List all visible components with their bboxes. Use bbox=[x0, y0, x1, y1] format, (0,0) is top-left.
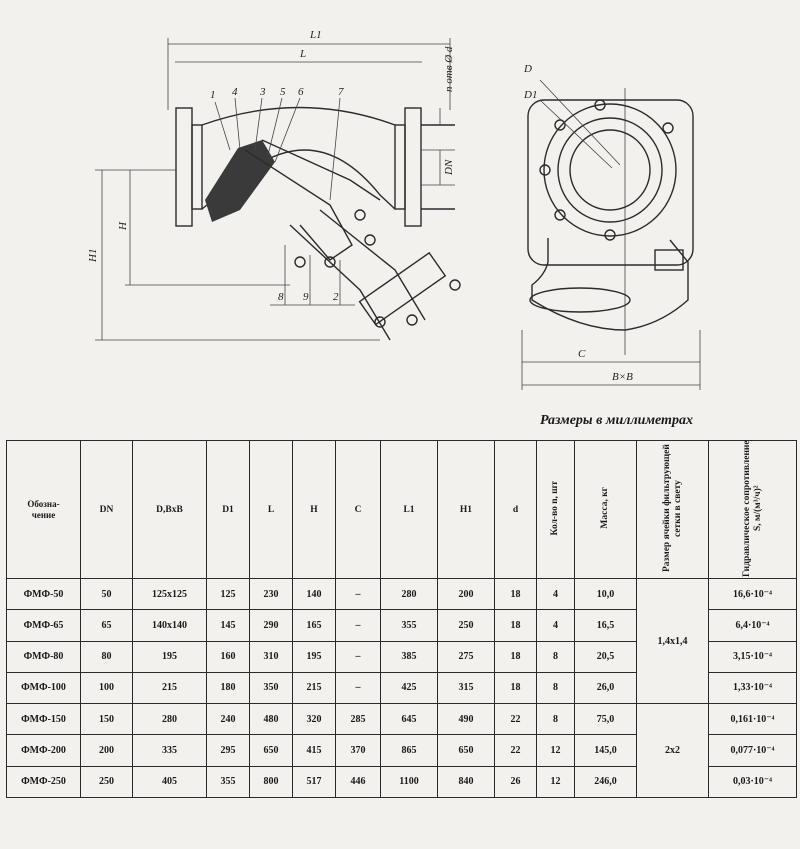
dimensions-table bbox=[6, 440, 797, 798]
label-C: C bbox=[578, 348, 586, 360]
cell-h1: 315 bbox=[438, 672, 495, 703]
cell-res: 0,161·10⁻⁴ bbox=[709, 704, 797, 735]
cell-res: 6,4·10⁻⁴ bbox=[709, 610, 797, 641]
cell-name: ФМФ-250 bbox=[7, 766, 81, 797]
cell-dn: 65 bbox=[81, 610, 133, 641]
cell-h: 517 bbox=[293, 766, 336, 797]
cell-mass: 246,0 bbox=[575, 766, 637, 797]
cell-n: 4 bbox=[537, 579, 575, 610]
label-BxB: B×B bbox=[612, 371, 633, 383]
cell-l1: 280 bbox=[381, 579, 438, 610]
header-l1: L1 bbox=[381, 441, 438, 579]
cell-h1: 490 bbox=[438, 704, 495, 735]
table-header-row bbox=[7, 441, 797, 579]
cell-h: 165 bbox=[293, 610, 336, 641]
cell-l1: 645 bbox=[381, 704, 438, 735]
cell-dbxb: 195 bbox=[133, 641, 207, 672]
header-mesh-cell bbox=[637, 441, 709, 579]
header-d1: D1 bbox=[207, 441, 250, 579]
cell-mass: 75,0 bbox=[575, 704, 637, 735]
cell-c: 285 bbox=[336, 704, 381, 735]
label-H: H bbox=[117, 222, 129, 230]
cell-c: 370 bbox=[336, 735, 381, 766]
cell-h1: 275 bbox=[438, 641, 495, 672]
cell-res: 0,077·10⁻⁴ bbox=[709, 735, 797, 766]
cell-res: 3,15·10⁻⁴ bbox=[709, 641, 797, 672]
cell-dn: 200 bbox=[81, 735, 133, 766]
cell-n: 8 bbox=[537, 672, 575, 703]
cell-h: 195 bbox=[293, 641, 336, 672]
header-resistance: Гидравлическое сопротивление S, м/(м³/ч)² bbox=[741, 439, 763, 577]
callout-4: 4 bbox=[232, 86, 238, 98]
cell-h: 215 bbox=[293, 672, 336, 703]
header-dbxb: D,BxB bbox=[133, 441, 207, 579]
cell-l: 650 bbox=[250, 735, 293, 766]
cell-mass: 16,5 bbox=[575, 610, 637, 641]
filter-drawing-svg bbox=[0, 0, 800, 420]
callout-3: 3 bbox=[260, 86, 266, 98]
cell-l: 290 bbox=[250, 610, 293, 641]
cell-dn: 80 bbox=[81, 641, 133, 672]
callout-1: 1 bbox=[210, 89, 216, 101]
cell-d: 26 bbox=[495, 766, 537, 797]
callout-7: 7 bbox=[338, 86, 344, 98]
header-h: H bbox=[293, 441, 336, 579]
cell-l: 800 bbox=[250, 766, 293, 797]
cell-d1: 240 bbox=[207, 704, 250, 735]
label-D1: D1 bbox=[524, 89, 538, 101]
cell-d: 18 bbox=[495, 610, 537, 641]
cell-l: 350 bbox=[250, 672, 293, 703]
cell-d1: 145 bbox=[207, 610, 250, 641]
cell-l1: 355 bbox=[381, 610, 438, 641]
header-d: d bbox=[495, 441, 537, 579]
cell-dbxb: 215 bbox=[133, 672, 207, 703]
label-DN: DN bbox=[443, 159, 455, 175]
cell-mass: 26,0 bbox=[575, 672, 637, 703]
header-mass-cell bbox=[575, 441, 637, 579]
cell-n: 12 bbox=[537, 735, 575, 766]
cell-name: ФМФ-80 bbox=[7, 641, 81, 672]
units-caption: Размеры в миллиметрах bbox=[540, 413, 693, 428]
cell-h: 320 bbox=[293, 704, 336, 735]
cell-h1: 200 bbox=[438, 579, 495, 610]
cell-dn: 100 bbox=[81, 672, 133, 703]
label-H1: H1 bbox=[87, 248, 99, 262]
cell-l1: 425 bbox=[381, 672, 438, 703]
cell-mass: 20,5 bbox=[575, 641, 637, 672]
cell-c: – bbox=[336, 579, 381, 610]
table-body bbox=[7, 579, 797, 798]
cell-mass: 10,0 bbox=[575, 579, 637, 610]
cell-d: 18 bbox=[495, 579, 537, 610]
header-designation: Обозна- чение bbox=[7, 441, 81, 579]
cell-n: 8 bbox=[537, 641, 575, 672]
cell-res: 1,33·10⁻⁴ bbox=[709, 672, 797, 703]
cell-mesh-group-2: 2x2 bbox=[637, 704, 709, 798]
table-row bbox=[7, 579, 797, 610]
cell-dbxb: 140x140 bbox=[133, 610, 207, 641]
table-row bbox=[7, 704, 797, 735]
header-c: C bbox=[336, 441, 381, 579]
cell-dbxb: 125x125 bbox=[133, 579, 207, 610]
cell-d: 22 bbox=[495, 704, 537, 735]
header-mass: Масса, кг bbox=[600, 487, 611, 529]
callout-9: 9 bbox=[303, 291, 309, 303]
cell-d: 18 bbox=[495, 672, 537, 703]
cell-l1: 1100 bbox=[381, 766, 438, 797]
cell-n: 12 bbox=[537, 766, 575, 797]
header-resistance-cell bbox=[709, 441, 797, 579]
cell-c: – bbox=[336, 672, 381, 703]
cell-dbxb: 280 bbox=[133, 704, 207, 735]
header-h1: H1 bbox=[438, 441, 495, 579]
cell-l: 230 bbox=[250, 579, 293, 610]
cell-dn: 50 bbox=[81, 579, 133, 610]
cell-mesh-group-1: 1,4x1,4 bbox=[637, 579, 709, 704]
dimensions-table-wrap bbox=[6, 440, 796, 798]
label-d-hole: n отв Ø d bbox=[443, 46, 455, 92]
cell-n: 8 bbox=[537, 704, 575, 735]
cell-name: ФМФ-100 bbox=[7, 672, 81, 703]
cell-name: ФМФ-150 bbox=[7, 704, 81, 735]
cell-d1: 160 bbox=[207, 641, 250, 672]
cell-dbxb: 405 bbox=[133, 766, 207, 797]
cell-d1: 180 bbox=[207, 672, 250, 703]
cell-d1: 295 bbox=[207, 735, 250, 766]
label-L1: L1 bbox=[310, 29, 322, 41]
cell-h: 140 bbox=[293, 579, 336, 610]
cell-h1: 650 bbox=[438, 735, 495, 766]
cell-d1: 355 bbox=[207, 766, 250, 797]
cell-name: ФМФ-50 bbox=[7, 579, 81, 610]
cell-d: 18 bbox=[495, 641, 537, 672]
cell-name: ФМФ-200 bbox=[7, 735, 81, 766]
header-l: L bbox=[250, 441, 293, 579]
cell-h1: 250 bbox=[438, 610, 495, 641]
cell-c: 446 bbox=[336, 766, 381, 797]
cell-h: 415 bbox=[293, 735, 336, 766]
header-dn: DN bbox=[81, 441, 133, 579]
cell-res: 16,6·10⁻⁴ bbox=[709, 579, 797, 610]
cell-l: 480 bbox=[250, 704, 293, 735]
cell-dn: 250 bbox=[81, 766, 133, 797]
cell-c: – bbox=[336, 610, 381, 641]
cell-d1: 125 bbox=[207, 579, 250, 610]
cell-h1: 840 bbox=[438, 766, 495, 797]
cell-c: – bbox=[336, 641, 381, 672]
cell-l: 310 bbox=[250, 641, 293, 672]
header-qty: Кол-во n, шт bbox=[550, 480, 561, 536]
callout-6: 6 bbox=[298, 86, 304, 98]
cell-dn: 150 bbox=[81, 704, 133, 735]
cell-dbxb: 335 bbox=[133, 735, 207, 766]
header-mesh: Размер ячейки фильтрующей сетки в свету bbox=[661, 444, 683, 572]
callout-8: 8 bbox=[278, 291, 284, 303]
cell-d: 22 bbox=[495, 735, 537, 766]
cell-name: ФМФ-65 bbox=[7, 610, 81, 641]
callout-5: 5 bbox=[280, 86, 286, 98]
cell-l1: 385 bbox=[381, 641, 438, 672]
callout-2: 2 bbox=[333, 291, 339, 303]
technical-drawing bbox=[0, 0, 800, 420]
label-D: D bbox=[524, 63, 532, 75]
cell-mass: 145,0 bbox=[575, 735, 637, 766]
cell-l1: 865 bbox=[381, 735, 438, 766]
cell-res: 0,03·10⁻⁴ bbox=[709, 766, 797, 797]
header-qty-cell bbox=[537, 441, 575, 579]
label-L: L bbox=[300, 48, 307, 60]
cell-n: 4 bbox=[537, 610, 575, 641]
